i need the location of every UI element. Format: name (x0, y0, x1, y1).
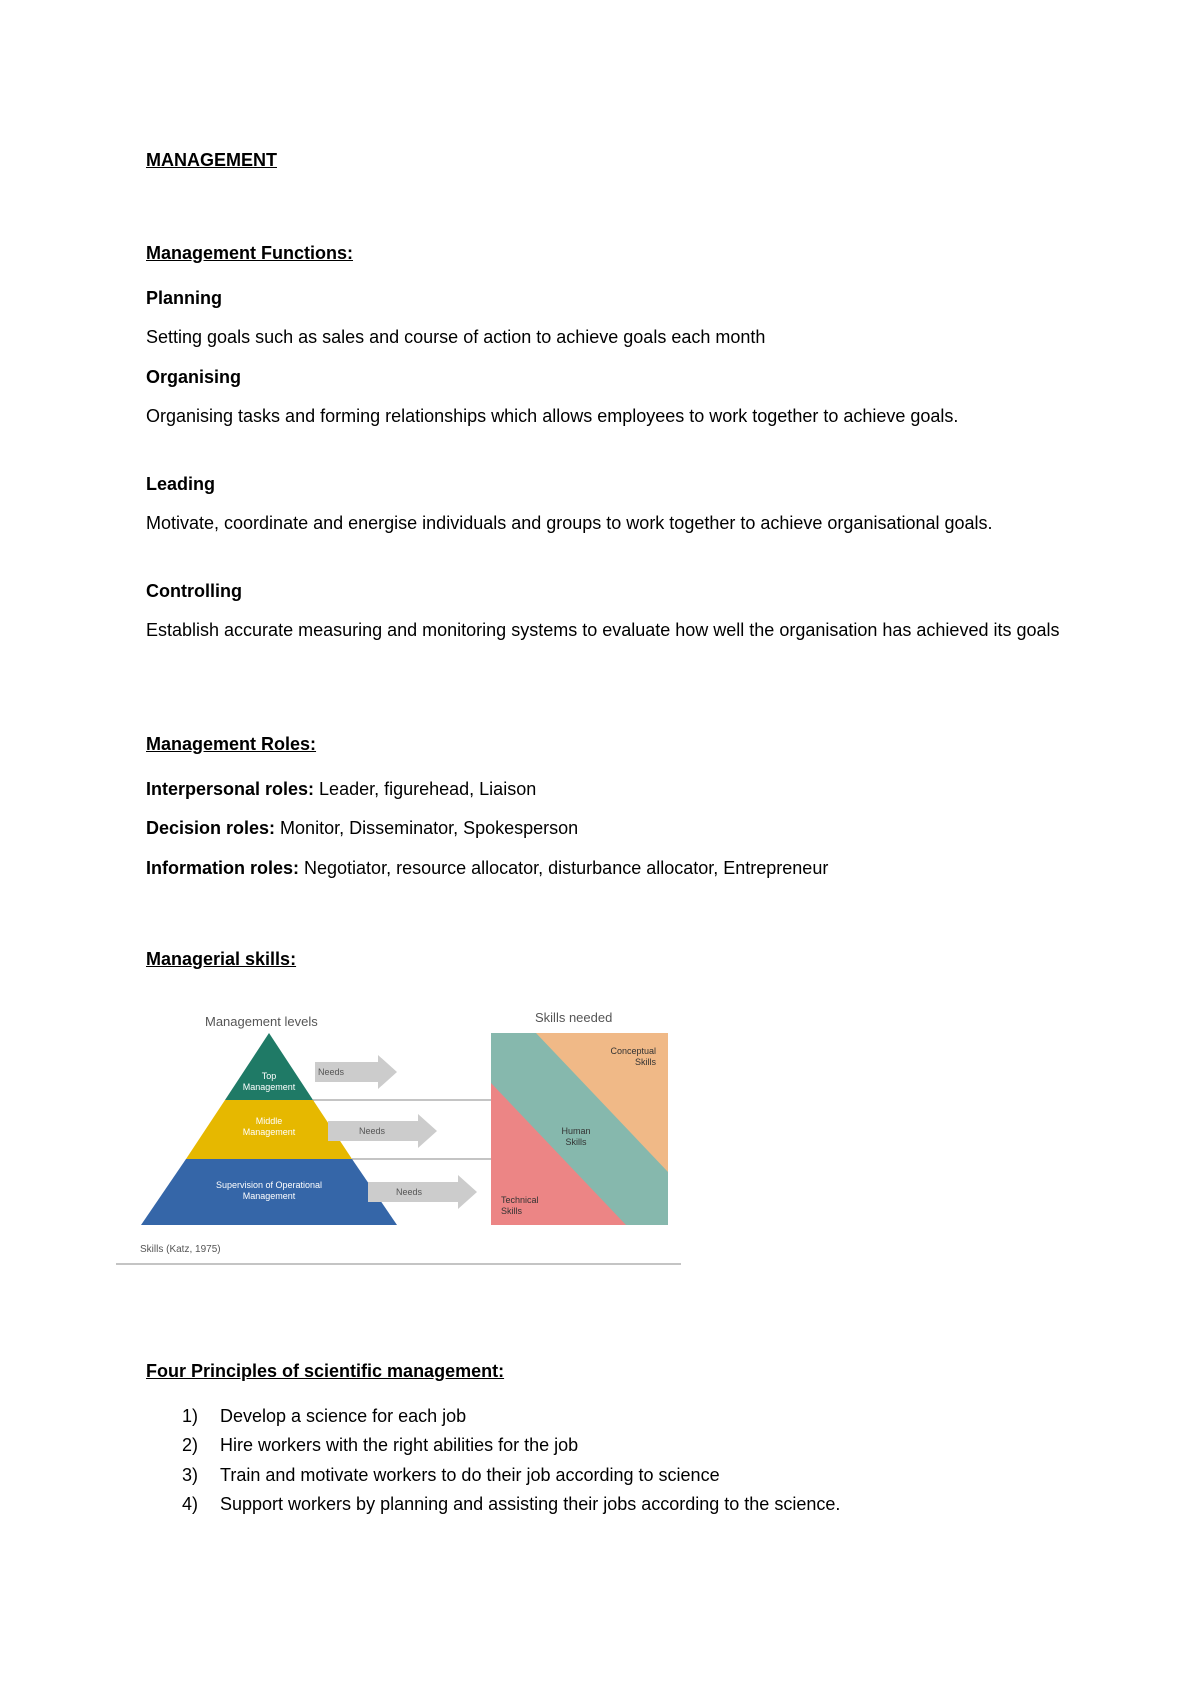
figure-caption: Skills (Katz, 1975) (140, 1244, 221, 1255)
role-value: Leader, figurehead, Liaison (314, 779, 537, 799)
skills-heading: Managerial skills: (146, 949, 297, 969)
skills-figure (116, 1000, 681, 1266)
role-label: Decision roles: (146, 818, 276, 838)
function-desc-planning: Setting goals such as sales and course of action to achieve goals each month (146, 327, 766, 347)
role-interpersonal (146, 776, 536, 803)
list-number: 4) (182, 1494, 199, 1514)
needs-label-supervision: Needs (396, 1187, 423, 1197)
role-decision (146, 815, 578, 842)
function-name-leading: Leading (146, 474, 216, 494)
level-label-supervision: Supervision of Operational Management (215, 1180, 323, 1201)
principles-heading: Four Principles of scientific management: (146, 1361, 505, 1381)
needs-arrow-supervision (368, 1175, 477, 1209)
principle-text: Develop a science for each job (220, 1406, 467, 1426)
needs-label-top: Needs (318, 1067, 345, 1077)
skill-label-human: Human Skills (561, 1126, 591, 1147)
function-desc-organising: Organising tasks and forming relationships which allows employees to work together to achieve goals. (146, 406, 959, 426)
function-desc-leading: Motivate, coordinate and energise individuals and groups to work together to achieve organisational goals. (146, 513, 993, 533)
needs-label-middle: Needs (359, 1126, 386, 1136)
role-information (146, 855, 828, 882)
function-desc-controlling: Establish accurate measuring and monitoring systems to evaluate how well the organisation has achieved its goals (146, 620, 1060, 640)
role-value: Monitor, Disseminator, Spokesperson (275, 818, 579, 838)
principle-item (182, 1462, 720, 1489)
skill-label-technical: Technical Skills (501, 1195, 539, 1216)
list-number: 3) (182, 1465, 199, 1485)
role-value: Negotiator, resource allocator, disturbance allocator, Entrepreneur (299, 858, 829, 878)
principle-text: Train and motivate workers to do their job according to science (220, 1465, 720, 1485)
list-number: 1) (182, 1406, 199, 1426)
principle-item (182, 1432, 578, 1459)
level-label-top: Top Management (242, 1071, 296, 1092)
document-title: MANAGEMENT (146, 150, 277, 170)
functions-heading: Management Functions: (146, 243, 354, 263)
list-number: 2) (182, 1435, 199, 1455)
principle-item (182, 1491, 840, 1518)
principle-text: Support workers by planning and assisting their jobs according to the science. (220, 1494, 841, 1514)
roles-heading: Management Roles: (146, 734, 317, 754)
role-label: Interpersonal roles: (146, 779, 315, 799)
function-name-planning: Planning (146, 288, 222, 308)
role-label: Information roles: (146, 858, 300, 878)
level-label-middle: Middle Management (242, 1116, 296, 1137)
principle-text: Hire workers with the right abilities for the job (220, 1435, 579, 1455)
function-name-organising: Organising (146, 367, 242, 387)
skill-label-conceptual: Conceptual Skills (610, 1046, 656, 1067)
skills-title: Skills needed (535, 1010, 613, 1025)
principle-item (182, 1403, 466, 1430)
function-name-controlling: Controlling (146, 581, 242, 601)
levels-title: Management levels (205, 1014, 318, 1029)
